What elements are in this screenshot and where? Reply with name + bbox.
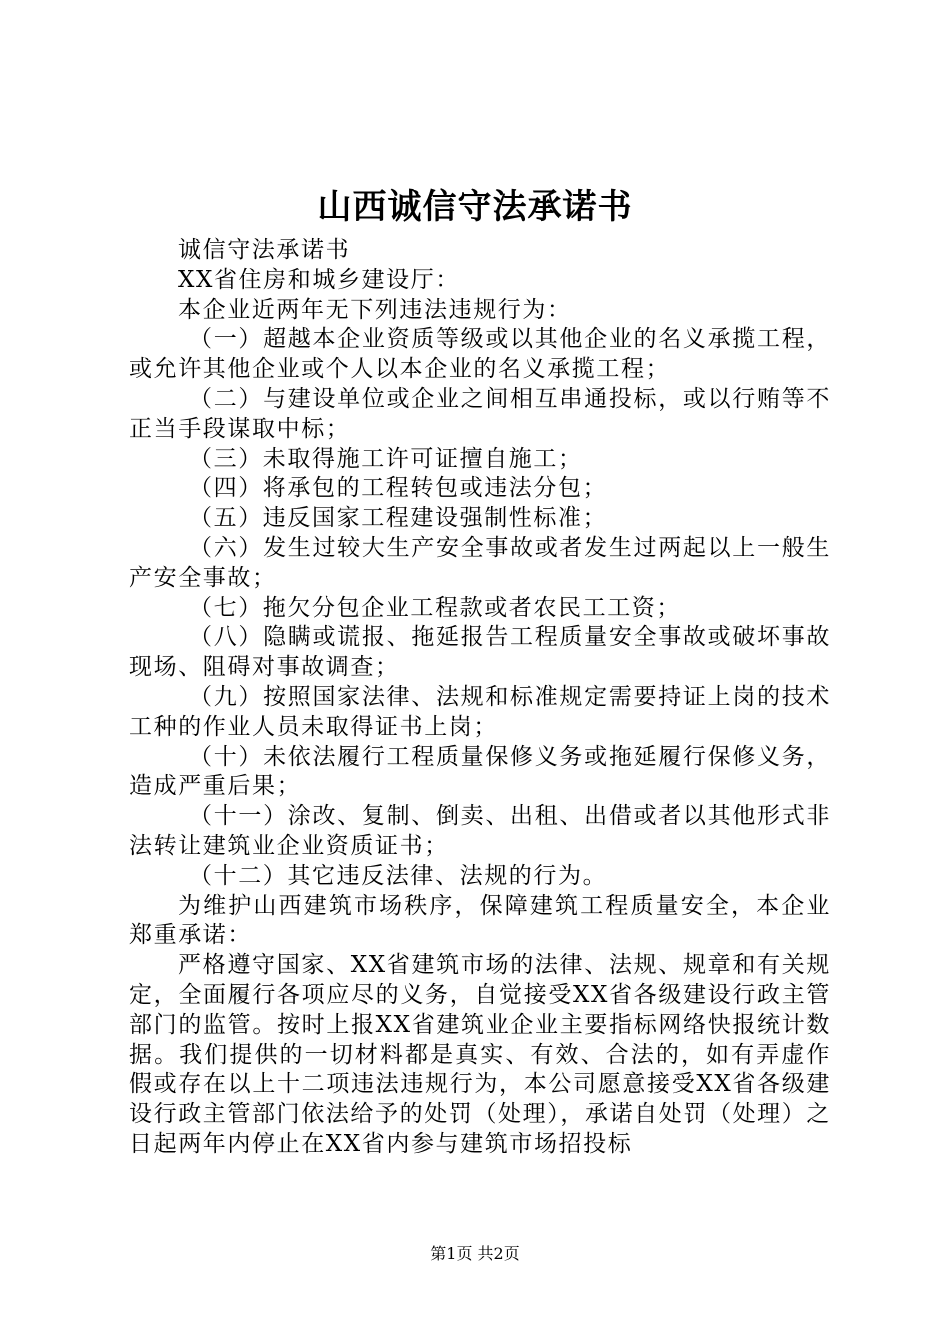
paragraph-item-2: （二）与建设单位或企业之间相互串通投标，或以行贿等不正当手段谋取中标； [129, 385, 831, 442]
paragraph-item-3: （三）未取得施工许可证擅自施工； [189, 445, 583, 472]
paragraph-item-6: （六）发生过较大生产安全事故或者发生过两起以上一般生产安全事故； [129, 534, 831, 591]
paragraph-item-12: （十二）其它违反法律、法规的行为。 [189, 862, 608, 889]
paragraph-item-7: （七）拖欠分包企业工程款或者农民工工资； [189, 594, 681, 621]
paragraph-intro: 本企业近两年无下列违法违规行为： [178, 296, 572, 323]
paragraph-commitment-body: 严格遵守国家、XX省建筑市场的法律、法规、规章和有关规定，全面履行各项应尽的义务，自觉接受XX省各级建设行政主管部门的监管。按时上报XX省建筑业企业主要指标网络快报统计数据。我们提供的一切材料都是真实、有效、合法的，如有弄虚作假或存在以上十二项违法违规行为，本公司愿意接受XX省各级建设行政主管部门依法给予的处罚（处理），承诺自处罚（处理）之日起两年内停止在XX省内参与建筑市场招投标 [129, 952, 831, 1157]
paragraph-item-4: （四）将承包的工程转包或违法分包； [189, 475, 608, 502]
paragraph-item-5: （五）违反国家工程建设强制性标准； [189, 505, 608, 532]
paragraph-item-9: （九）按照国家法律、法规和标准规定需要持证上岗的技术工种的作业人员未取得证书上岗； [129, 683, 831, 740]
paragraph-item-10: （十）未依法履行工程质量保修义务或拖延履行保修义务，造成严重后果； [129, 743, 831, 800]
paragraph-item-11: （十一）涂改、复制、倒卖、出租、出借或者以其他形式非法转让建筑业企业资质证书； [129, 803, 831, 859]
page-footer: 第1页 共2页 [430, 1244, 520, 1263]
paragraph-heading: 诚信守法承诺书 [178, 237, 351, 263]
document-body [129, 236, 831, 1160]
paragraph-item-1: （一）超越本企业资质等级或以其他企业的名义承揽工程，或允许其他企业或个人以本企业的名义承揽工程； [129, 326, 831, 383]
paragraph-commitment-intro: 为维护山西建筑市场秩序，保障建筑工程质量安全，本企业郑重承诺： [129, 892, 831, 949]
document-title: 山西诚信守法承诺书 [317, 187, 633, 227]
paragraph-item-8: （八）隐瞒或谎报、拖延报告工程质量安全事故或破坏事故现场、阻碍对事故调查； [129, 624, 831, 681]
paragraph-addressee: XX省住房和城乡建设厅： [178, 266, 460, 293]
